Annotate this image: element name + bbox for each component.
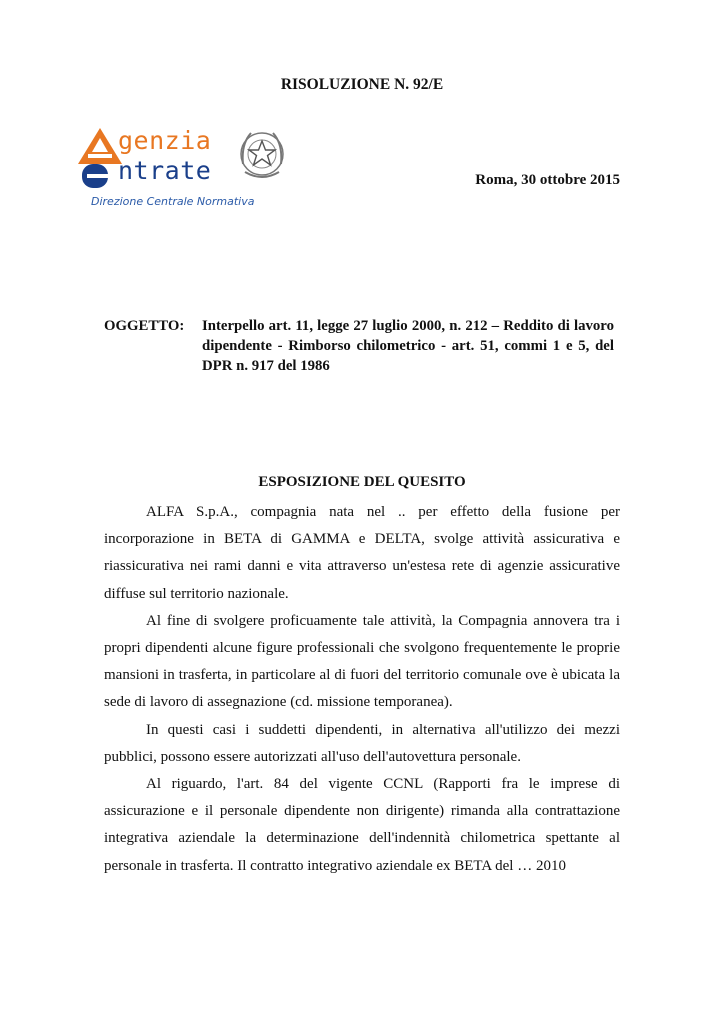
document-date: Roma, 30 ottobre 2015 — [475, 172, 620, 188]
logo-word-entrate: ntrate — [118, 156, 212, 185]
logo-triangle-icon — [78, 128, 122, 190]
subject-text: Interpello art. 11, legge 27 luglio 2000, n. 212 – Reddito di lavoro dipendente - Rimborso chilometrico - art. 51, commi 1 e 5, del DPR n. 917 del 1986 — [202, 318, 614, 374]
resolution-title: RISOLUZIONE N. 92/E — [280, 76, 444, 93]
section-title: ESPOSIZIONE DEL QUESITO — [258, 474, 466, 490]
paragraph: In questi casi i suddetti dipendenti, in alternativa all'utilizzo dei mezzi pubblici, possono essere autorizzati all'uso dell'autovettura personale. — [104, 721, 620, 765]
paragraph: ALFA S.p.A., compagnia nata nel .. per effetto della fusione per incorporazione in BETA di GAMMA e DELTA, svolge attività assicurativa e riassicurativa nei rami danni e vita attraverso un'estesa rete di agenzie assicurative diffuse sul territorio nazionale. — [104, 504, 620, 602]
paragraph: Al fine di svolgere proficuamente tale attività, la Compagnia annovera tra i propri dipendenti alcune figure professionali che svolgono frequentemente le proprie mansioni in trasferta, in particolare al di fuori del territorio comunale ove è ubicata la sede di lavoro di assegnazione (cd. missione temporanea). — [104, 612, 620, 711]
body-text — [104, 499, 620, 880]
logo-word-agenzia: genzia — [118, 126, 212, 155]
paragraph: Al riguardo, l'art. 84 del vigente CCNL (Rapporti fra le imprese di assicurazione e il personale dipendente non dirigente) rimanda alla contrattazione integrativa aziendale la determinazione dell'indennità chilometrica spettante al personale in trasferta. Il contratto integrativo aziendale ex BETA del … 2010 — [104, 776, 620, 874]
agenzia-entrate-logo — [78, 122, 308, 222]
italian-republic-emblem-icon — [237, 124, 287, 186]
subject-label: OGGETTO: — [104, 318, 185, 334]
department-name: Direzione Centrale Normativa — [91, 195, 255, 208]
